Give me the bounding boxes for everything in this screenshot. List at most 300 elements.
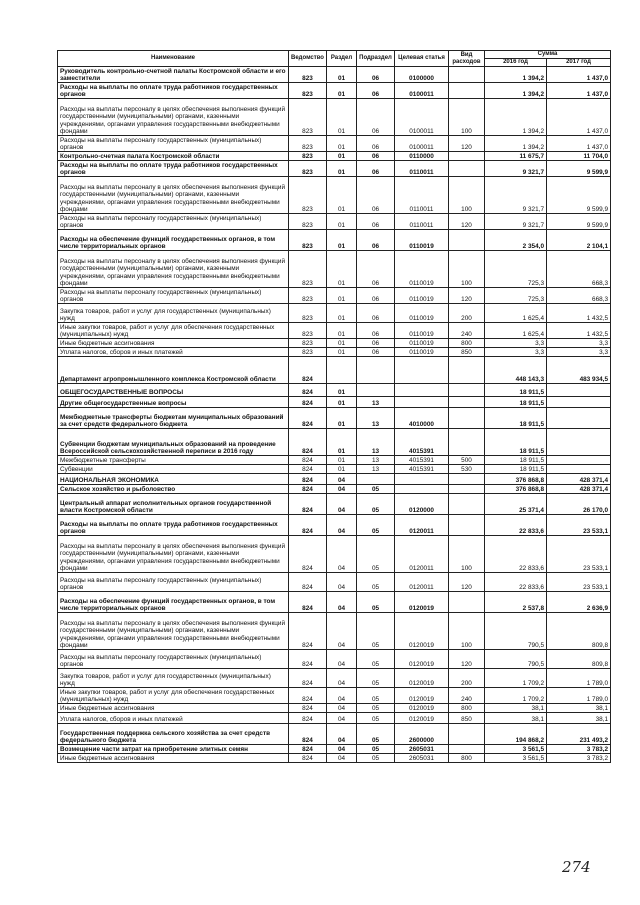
cell-name: Расходы на выплаты персоналу государственных (муниципальных) органов [58, 214, 289, 230]
cell-dept: 824 [289, 724, 327, 745]
cell-target: 0120019 [395, 669, 449, 688]
cell-name: Иные бюджетные ассигнования [58, 704, 289, 713]
cell-exp-type [449, 724, 485, 745]
cell-sum-2017: 1 789,0 [547, 669, 611, 688]
cell-sum-2016: 1 394,2 [485, 67, 547, 83]
cell-sum-2016: 18 911,5 [485, 397, 547, 408]
cell-target: 0110019 [395, 304, 449, 323]
table-row [58, 214, 611, 230]
cell-section: 04 [327, 669, 357, 688]
cell-sum-2017: 2 636,9 [547, 592, 611, 613]
cell-section: 04 [327, 650, 357, 669]
cell-sum-2016: 1 394,2 [485, 136, 547, 152]
cell-target: 0120000 [395, 494, 449, 515]
cell-exp-type [449, 494, 485, 515]
table-row [58, 669, 611, 688]
cell-subsection: 05 [357, 669, 395, 688]
cell-sum-2017: 668,3 [547, 288, 611, 304]
cell-name: Субвенции [58, 465, 289, 474]
cell-exp-type [449, 745, 485, 754]
cell-sum-2017: 23 533,1 [547, 536, 611, 573]
cell-subsection [357, 474, 395, 485]
cell-subsection: 06 [357, 304, 395, 323]
cell-section: 01 [327, 429, 357, 456]
cell-subsection: 05 [357, 592, 395, 613]
cell-name: Расходы на выплаты персоналу в целях обеспечения выполнения функций государственными (муниципальными) органами, казенными учреждениями, органами управления государственными внебюджетными фондами [58, 251, 289, 288]
cell-exp-type: 100 [449, 251, 485, 288]
cell-section: 04 [327, 474, 357, 485]
cell-sum-2016: 3,3 [485, 339, 547, 348]
cell-name: Департамент агропромышленного комплекса Костромской области [58, 357, 289, 384]
cell-exp-type: 850 [449, 713, 485, 724]
cell-section: 04 [327, 592, 357, 613]
cell-dept: 824 [289, 704, 327, 713]
cell-section: 04 [327, 613, 357, 650]
cell-sum-2016: 22 833,6 [485, 573, 547, 592]
cell-name: Руководитель контрольно-счетной палаты Костромской области и его заместители [58, 67, 289, 83]
cell-exp-type: 100 [449, 613, 485, 650]
cell-subsection: 06 [357, 152, 395, 161]
cell-exp-type [449, 397, 485, 408]
cell-sum-2017: 668,3 [547, 251, 611, 288]
cell-target: 0110019 [395, 339, 449, 348]
cell-name: ОБЩЕГОСУДАРСТВЕННЫЕ ВОПРОСЫ [58, 384, 289, 397]
cell-subsection: 13 [357, 408, 395, 429]
cell-name: Расходы на выплаты персоналу в целях обеспечения выполнения функций государственными (муниципальными) органами, казенными учреждениями, органами управления государственными внебюджетными фондами [58, 177, 289, 214]
cell-name: Закупка товаров, работ и услуг для государственных (муниципальных) нужд [58, 669, 289, 688]
cell-target: 0120011 [395, 515, 449, 536]
cell-sum-2016: 3 561,5 [485, 754, 547, 763]
cell-section: 01 [327, 177, 357, 214]
cell-section: 04 [327, 494, 357, 515]
cell-sum-2016: 1 625,4 [485, 304, 547, 323]
table-row [58, 136, 611, 152]
cell-sum-2017 [547, 456, 611, 465]
cell-name: Расходы на выплаты по оплате труда работников государственных органов [58, 83, 289, 99]
cell-sum-2017: 483 934,5 [547, 357, 611, 384]
cell-subsection: 05 [357, 650, 395, 669]
cell-dept: 824 [289, 465, 327, 474]
cell-sum-2016: 376 868,8 [485, 474, 547, 485]
cell-dept: 823 [289, 67, 327, 83]
cell-sum-2017: 809,8 [547, 650, 611, 669]
cell-exp-type: 200 [449, 669, 485, 688]
cell-subsection: 06 [357, 323, 395, 339]
cell-exp-type: 120 [449, 573, 485, 592]
cell-subsection: 05 [357, 515, 395, 536]
cell-dept: 824 [289, 754, 327, 763]
cell-dept: 824 [289, 515, 327, 536]
cell-sum-2017: 809,8 [547, 613, 611, 650]
cell-sum-2017 [547, 397, 611, 408]
cell-sum-2017: 1 437,0 [547, 99, 611, 136]
cell-target [395, 357, 449, 384]
cell-sum-2016: 448 143,3 [485, 357, 547, 384]
cell-dept: 823 [289, 177, 327, 214]
cell-sum-2017 [547, 384, 611, 397]
cell-sum-2016: 18 911,5 [485, 456, 547, 465]
cell-sum-2017: 38,1 [547, 704, 611, 713]
table-row [58, 592, 611, 613]
cell-exp-type [449, 83, 485, 99]
cell-name: Другие общегосударственные вопросы [58, 397, 289, 408]
cell-name: Государственная поддержка сельского хозяйства за счет средств федерального бюджета [58, 724, 289, 745]
cell-dept: 824 [289, 592, 327, 613]
cell-target: 0110011 [395, 161, 449, 177]
header-name: Наименование [58, 51, 289, 67]
cell-target [395, 485, 449, 494]
cell-dept: 823 [289, 83, 327, 99]
cell-sum-2017: 38,1 [547, 713, 611, 724]
cell-dept: 824 [289, 384, 327, 397]
cell-sum-2017: 26 170,0 [547, 494, 611, 515]
table-header [58, 51, 611, 67]
table-row [58, 573, 611, 592]
cell-sum-2017: 1 437,0 [547, 136, 611, 152]
cell-exp-type [449, 408, 485, 429]
cell-sum-2017: 231 493,2 [547, 724, 611, 745]
cell-dept: 823 [289, 251, 327, 288]
cell-section: 01 [327, 408, 357, 429]
cell-name: Расходы на выплаты по оплате труда работников государственных органов [58, 515, 289, 536]
cell-subsection [357, 357, 395, 384]
cell-exp-type [449, 230, 485, 251]
table-row [58, 288, 611, 304]
cell-section [327, 357, 357, 384]
table-row [58, 152, 611, 161]
cell-section: 04 [327, 485, 357, 494]
table-row [58, 304, 611, 323]
cell-sum-2017: 23 533,1 [547, 573, 611, 592]
cell-sum-2016: 38,1 [485, 713, 547, 724]
cell-sum-2017: 3 783,2 [547, 745, 611, 754]
cell-name: Возмещение части затрат на приобретение элитных семян [58, 745, 289, 754]
table-row [58, 494, 611, 515]
cell-sum-2017: 1 432,5 [547, 323, 611, 339]
cell-sum-2016: 194 868,2 [485, 724, 547, 745]
cell-name: Расходы на выплаты персоналу в целях обеспечения выполнения функций государственными (муниципальными) органами, казенными учреждениями, органами управления государственными внебюджетными фондами [58, 613, 289, 650]
cell-name: Расходы на выплаты персоналу государственных (муниципальных) органов [58, 650, 289, 669]
table-row [58, 704, 611, 713]
cell-section: 01 [327, 152, 357, 161]
page-number: 274 [562, 858, 591, 876]
cell-name: Расходы на выплаты персоналу государственных (муниципальных) органов [58, 136, 289, 152]
cell-exp-type: 120 [449, 136, 485, 152]
cell-subsection: 06 [357, 177, 395, 214]
cell-sum-2016: 18 911,5 [485, 384, 547, 397]
cell-name: Расходы на выплаты персоналу государственных (муниципальных) органов [58, 288, 289, 304]
cell-subsection: 06 [357, 288, 395, 304]
cell-subsection: 13 [357, 465, 395, 474]
cell-sum-2016: 725,3 [485, 251, 547, 288]
cell-exp-type: 100 [449, 177, 485, 214]
cell-dept: 823 [289, 152, 327, 161]
cell-target: 0120019 [395, 704, 449, 713]
cell-dept: 823 [289, 304, 327, 323]
cell-dept: 823 [289, 161, 327, 177]
table-row [58, 397, 611, 408]
cell-dept: 824 [289, 536, 327, 573]
cell-sum-2017: 11 704,0 [547, 152, 611, 161]
cell-section: 04 [327, 724, 357, 745]
table-row [58, 161, 611, 177]
cell-exp-type [449, 161, 485, 177]
cell-subsection: 06 [357, 136, 395, 152]
cell-exp-type: 500 [449, 456, 485, 465]
cell-sum-2017: 1 432,5 [547, 304, 611, 323]
cell-sum-2016: 376 868,8 [485, 485, 547, 494]
cell-target: 0110019 [395, 323, 449, 339]
cell-subsection: 13 [357, 429, 395, 456]
cell-sum-2017: 9 599,9 [547, 214, 611, 230]
cell-target: 0110000 [395, 152, 449, 161]
cell-subsection: 05 [357, 485, 395, 494]
cell-target: 2600000 [395, 724, 449, 745]
cell-dept: 824 [289, 474, 327, 485]
header-section: Раздел [327, 51, 357, 67]
cell-target: 0120019 [395, 650, 449, 669]
header-subsection: Подраздел [357, 51, 395, 67]
cell-target: 0120011 [395, 573, 449, 592]
cell-target: 0100011 [395, 136, 449, 152]
cell-name: Иные бюджетные ассигнования [58, 754, 289, 763]
table-row [58, 408, 611, 429]
cell-name: Межбюджетные трансферты [58, 456, 289, 465]
cell-dept: 824 [289, 713, 327, 724]
cell-dept: 824 [289, 573, 327, 592]
table-row [58, 754, 611, 763]
cell-target: 0120019 [395, 592, 449, 613]
cell-section: 01 [327, 136, 357, 152]
cell-subsection: 06 [357, 161, 395, 177]
cell-sum-2017: 23 533,1 [547, 515, 611, 536]
cell-section: 01 [327, 161, 357, 177]
cell-exp-type: 100 [449, 99, 485, 136]
cell-exp-type: 530 [449, 465, 485, 474]
cell-sum-2017: 1 437,0 [547, 67, 611, 83]
cell-dept: 823 [289, 288, 327, 304]
cell-sum-2016: 1 709,2 [485, 669, 547, 688]
cell-section: 01 [327, 456, 357, 465]
cell-dept: 824 [289, 688, 327, 704]
table-row [58, 465, 611, 474]
cell-subsection: 05 [357, 536, 395, 573]
cell-section: 04 [327, 745, 357, 754]
table-row [58, 429, 611, 456]
cell-exp-type: 200 [449, 304, 485, 323]
cell-target: 2605031 [395, 754, 449, 763]
cell-target [395, 384, 449, 397]
cell-dept: 824 [289, 357, 327, 384]
cell-sum-2016: 1 394,2 [485, 99, 547, 136]
cell-name: Сельское хозяйство и рыболовство [58, 485, 289, 494]
cell-name: Расходы на выплаты персоналу в целях обеспечения выполнения функций государственными (муниципальными) органами, казенными учреждениями, органами управления государственными внебюджетными фондами [58, 536, 289, 573]
cell-target: 4015391 [395, 429, 449, 456]
table-body [58, 67, 611, 763]
cell-sum-2016: 2 537,8 [485, 592, 547, 613]
table-row [58, 688, 611, 704]
cell-sum-2016: 790,5 [485, 613, 547, 650]
budget-table [57, 50, 611, 763]
table-row [58, 83, 611, 99]
cell-section: 01 [327, 384, 357, 397]
cell-section: 01 [327, 83, 357, 99]
table-row [58, 724, 611, 745]
header-dept: Ведомство [289, 51, 327, 67]
cell-exp-type: 120 [449, 288, 485, 304]
cell-target: 4015391 [395, 465, 449, 474]
cell-subsection [357, 384, 395, 397]
table-row [58, 474, 611, 485]
table-row [58, 348, 611, 357]
table-row [58, 384, 611, 397]
table-row [58, 713, 611, 724]
cell-dept: 823 [289, 339, 327, 348]
cell-sum-2016: 3 561,5 [485, 745, 547, 754]
cell-name: Расходы на выплаты персоналу в целях обеспечения выполнения функций государственными (муниципальными) органами, казенными учреждениями, органами управления государственными внебюджетными фондами [58, 99, 289, 136]
cell-sum-2016: 3,3 [485, 348, 547, 357]
cell-section: 01 [327, 304, 357, 323]
table-row [58, 357, 611, 384]
cell-sum-2017: 428 371,4 [547, 485, 611, 494]
header-sum: Сумма [485, 51, 611, 59]
cell-subsection: 06 [357, 348, 395, 357]
cell-section: 04 [327, 754, 357, 763]
cell-sum-2017: 9 599,9 [547, 161, 611, 177]
cell-exp-type [449, 515, 485, 536]
cell-subsection: 06 [357, 251, 395, 288]
table-row [58, 613, 611, 650]
cell-exp-type: 240 [449, 688, 485, 704]
cell-section: 04 [327, 536, 357, 573]
cell-name: Контрольно-счетная палата Костромской области [58, 152, 289, 161]
cell-dept: 824 [289, 613, 327, 650]
cell-sum-2016: 1 709,2 [485, 688, 547, 704]
cell-target: 0110019 [395, 251, 449, 288]
cell-exp-type [449, 384, 485, 397]
cell-sum-2017: 3 783,2 [547, 754, 611, 763]
cell-section: 04 [327, 713, 357, 724]
cell-name: Иные закупки товаров, работ и услуг для обеспечения государственных (муниципальных) нужд [58, 323, 289, 339]
cell-sum-2017: 9 599,9 [547, 177, 611, 214]
cell-dept: 823 [289, 214, 327, 230]
cell-sum-2017 [547, 465, 611, 474]
cell-sum-2017: 1 789,0 [547, 688, 611, 704]
cell-sum-2016: 1 394,2 [485, 83, 547, 99]
cell-name: Расходы на обеспечение функций государственных органов, в том числе территориальных органов [58, 592, 289, 613]
table-row [58, 745, 611, 754]
cell-section: 04 [327, 573, 357, 592]
cell-exp-type [449, 429, 485, 456]
cell-subsection: 05 [357, 704, 395, 713]
cell-sum-2016: 2 354,0 [485, 230, 547, 251]
cell-dept: 824 [289, 650, 327, 669]
header-exp-type: Вид расходов [449, 51, 485, 67]
cell-target: 2605031 [395, 745, 449, 754]
cell-section: 01 [327, 323, 357, 339]
cell-target: 0100011 [395, 83, 449, 99]
cell-section: 01 [327, 99, 357, 136]
cell-subsection: 06 [357, 99, 395, 136]
cell-target: 0120011 [395, 536, 449, 573]
cell-target [395, 397, 449, 408]
cell-target: 0110011 [395, 214, 449, 230]
cell-section: 01 [327, 251, 357, 288]
cell-section: 04 [327, 688, 357, 704]
cell-target: 4010000 [395, 408, 449, 429]
table-row [58, 536, 611, 573]
cell-target: 0110019 [395, 288, 449, 304]
cell-sum-2017: 3,3 [547, 348, 611, 357]
cell-exp-type [449, 592, 485, 613]
cell-exp-type [449, 474, 485, 485]
cell-exp-type: 800 [449, 704, 485, 713]
cell-subsection: 05 [357, 688, 395, 704]
cell-subsection: 06 [357, 67, 395, 83]
table-row [58, 515, 611, 536]
cell-dept: 824 [289, 494, 327, 515]
cell-section: 01 [327, 67, 357, 83]
cell-subsection: 06 [357, 230, 395, 251]
cell-sum-2016: 25 371,4 [485, 494, 547, 515]
cell-target: 0100011 [395, 99, 449, 136]
header-2017: 2017 год [547, 59, 611, 67]
cell-subsection: 13 [357, 456, 395, 465]
header-target: Целевая статья [395, 51, 449, 67]
cell-subsection: 05 [357, 754, 395, 763]
cell-target: 0120019 [395, 713, 449, 724]
cell-exp-type: 850 [449, 348, 485, 357]
cell-subsection: 05 [357, 713, 395, 724]
cell-section: 01 [327, 348, 357, 357]
cell-exp-type [449, 67, 485, 83]
cell-name: Межбюджетные трансферты бюджетам муниципальных образований за счет средств федерального бюджета [58, 408, 289, 429]
cell-name: Закупка товаров, работ и услуг для государственных (муниципальных) нужд [58, 304, 289, 323]
cell-name: Иные бюджетные ассигнования [58, 339, 289, 348]
cell-target: 0120019 [395, 688, 449, 704]
cell-exp-type [449, 152, 485, 161]
cell-section: 01 [327, 397, 357, 408]
cell-subsection: 06 [357, 214, 395, 230]
cell-dept: 824 [289, 485, 327, 494]
table-row [58, 251, 611, 288]
cell-sum-2017 [547, 429, 611, 456]
cell-dept: 823 [289, 323, 327, 339]
cell-sum-2016: 22 833,6 [485, 515, 547, 536]
cell-sum-2017: 428 371,4 [547, 474, 611, 485]
cell-sum-2016: 9 321,7 [485, 177, 547, 214]
cell-sum-2016: 790,5 [485, 650, 547, 669]
table-row [58, 177, 611, 214]
cell-section: 04 [327, 704, 357, 713]
cell-name: Центральный аппарат исполнительных органов государственной власти Костромской области [58, 494, 289, 515]
cell-subsection: 05 [357, 573, 395, 592]
cell-section: 01 [327, 214, 357, 230]
cell-sum-2016: 38,1 [485, 704, 547, 713]
cell-name: Расходы на обеспечение функций государственных органов, в том числе территориальных органов [58, 230, 289, 251]
cell-exp-type: 120 [449, 214, 485, 230]
cell-sum-2016: 11 675,7 [485, 152, 547, 161]
table-row [58, 99, 611, 136]
cell-target: 0100000 [395, 67, 449, 83]
cell-exp-type: 800 [449, 754, 485, 763]
cell-exp-type: 240 [449, 323, 485, 339]
cell-dept: 824 [289, 745, 327, 754]
cell-dept: 823 [289, 230, 327, 251]
cell-subsection: 05 [357, 724, 395, 745]
cell-subsection: 06 [357, 339, 395, 348]
table-row [58, 67, 611, 83]
